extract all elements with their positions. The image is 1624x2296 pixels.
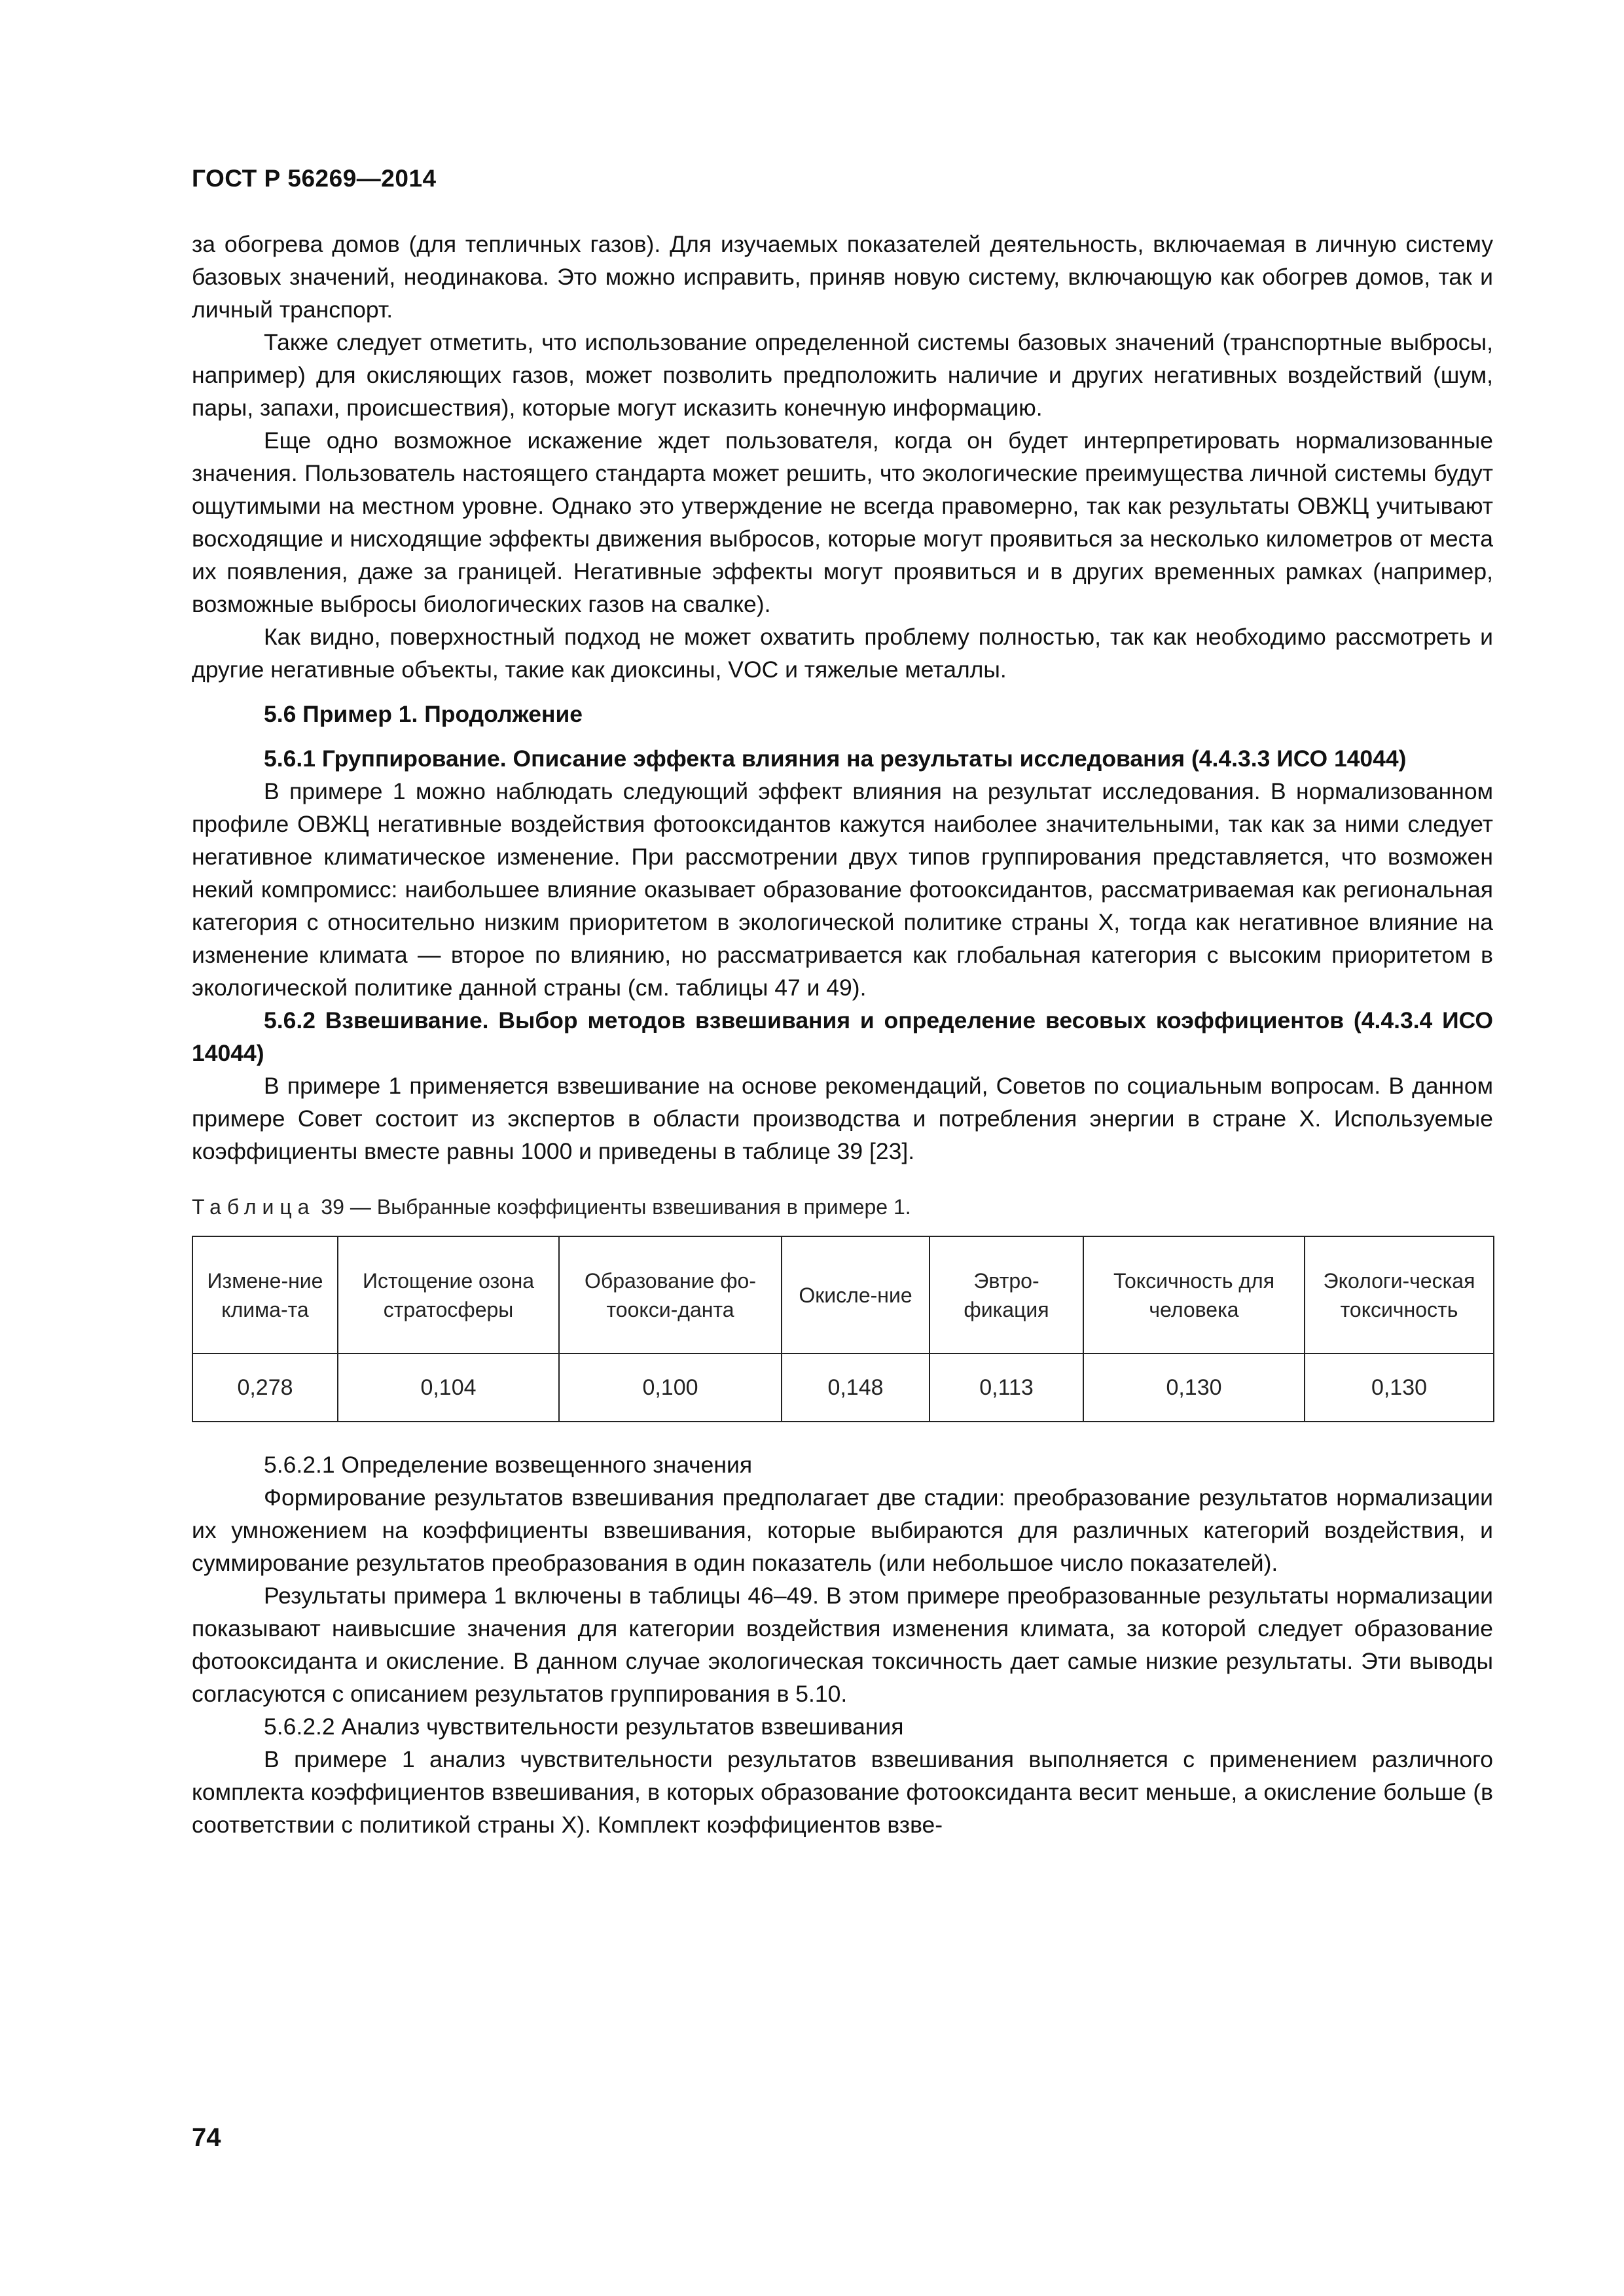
table-cell: 0,278 [192, 1354, 338, 1422]
subsection-heading-5-6-2-1: 5.6.2.1 Определение возвещенного значения [264, 1452, 753, 1478]
table-header-cell: Окисле-ние [782, 1236, 929, 1354]
table-cell: 0,148 [782, 1354, 929, 1422]
table-cell: 0,113 [929, 1354, 1083, 1422]
paragraph: В примере 1 анализ чувствительности результатов взвешивания выполняется с применением различного комплекта коэффициентов взвешивания, в которых образование фотооксиданта весит меньше, а окисление больше (в соответствии с политикой страны Х). Комплект коэффициентов взве- [192, 1746, 1493, 1838]
table-header-cell: Эвтро-фикация [929, 1236, 1083, 1354]
section-heading-5-6-1: 5.6.1 Группирование. Описание эффекта влияния на результаты исследования (4.4.3.3 ИСО 14044) [264, 745, 1407, 772]
table-cell: 0,104 [338, 1354, 559, 1422]
weighting-coefficients-table [192, 1236, 1494, 1422]
table-header-cell: Токсичность для человека [1083, 1236, 1305, 1354]
table-caption [192, 1193, 1493, 1221]
page-number: 74 [192, 2123, 221, 2152]
section-heading-5-6-2: 5.6.2 Взвешивание. Выбор методов взвешивания и определение весовых коэффициентов (4.4.3.4 ИСО 14044) [192, 1007, 1493, 1066]
paragraph: Формирование результатов взвешивания предполагает две стадии: преобразование результатов нормализации их умножением на коэффициенты взвешивания, которые выбираются для различных категорий воздействия, и суммирование результатов преобразования в один показатель (или небольшое число показателей). [192, 1484, 1493, 1576]
table-header-cell: Экологи-ческая токсичность [1305, 1236, 1494, 1354]
paragraph: за обогрева домов (для тепличных газов). Для изучаемых показателей деятельность, включаемая в личную систему базовых значений, неодинакова. Это можно исправить, приняв новую систему, включающую как обогрев домов, так и личный транспорт. [192, 231, 1493, 323]
paragraph: Также следует отметить, что использование определенной системы базовых значений (транспортные выбросы, например) для окисляющих газов, может позволить предположить наличие и других негативных воздействий (шум, пары, запахи, происшествия), которые могут исказить конечную информацию. [192, 329, 1493, 421]
paragraph: В примере 1 применяется взвешивание на основе рекомендаций, Советов по социальным вопросам. В данном примере Совет состоит из экспертов в области производства и потребления энергии в стране Х. Используемые коэффициенты вместе равны 1000 и приведены в таблице 39 [23]. [192, 1073, 1493, 1164]
table-header-cell: Образование фо-тоокси-данта [559, 1236, 782, 1354]
table-caption-text: 39 — Выбранные коэффициенты взвешивания в примере 1. [321, 1195, 911, 1219]
table-cell: 0,130 [1305, 1354, 1494, 1422]
table-header-row [192, 1236, 1494, 1354]
paragraph: В примере 1 можно наблюдать следующий эффект влияния на результат исследования. В нормализованном профиле ОВЖЦ негативные воздействия фотооксидантов кажутся наиболее значительными, так как за ними следует негативное климатическое изменение. При рассмотрении двух типов группирования представляется, что возможен некий компромисс: наибольшее влияние оказывает образование фотооксидантов, рассматриваемая как региональная категория с относительно низким приоритетом в экологической политике страны Х, тогда как негативное влияние на изменение климата — второе по влиянию, но рассматривается как глобальная категория с высоким приоритетом в экологической политике данной страны (см. таблицы 47 и 49). [192, 778, 1493, 1001]
document-header: ГОСТ Р 56269—2014 [192, 165, 437, 192]
paragraph: Как видно, поверхностный подход не может охватить проблему полностью, так как необходимо рассмотреть и другие негативные объекты, такие как диоксины, VOC и тяжелые металлы. [192, 624, 1493, 683]
table-caption-label: Таблица [192, 1195, 316, 1219]
table-cell: 0,130 [1083, 1354, 1305, 1422]
table-row [192, 1354, 1494, 1422]
section-heading-5-6: 5.6 Пример 1. Продолжение [264, 701, 583, 727]
table-header-cell: Истощение озона стратосферы [338, 1236, 559, 1354]
paragraph: Результаты примера 1 включены в таблицы 46–49. В этом примере преобразованные результаты нормализации показывают наивысшие значения для категории воздействия изменения климата, за которой следует образование фотооксиданта и окисление. В данном случае экологическая токсичность дает самые низкие результаты. Эти выводы согласуются с описанием результатов группирования в 5.10. [192, 1583, 1493, 1707]
subsection-heading-5-6-2-2: 5.6.2.2 Анализ чувствительности результатов взвешивания [264, 1713, 904, 1740]
table-cell: 0,100 [559, 1354, 782, 1422]
document-body [192, 228, 1493, 1841]
paragraph: Еще одно возможное искажение ждет пользователя, когда он будет интерпретировать нормализованные значения. Пользователь настоящего стандарта может решить, что экологические преимущества личной системы будут ощутимыми на местном уровне. Однако это утверждение не всегда правомерно, так как результаты ОВЖЦ учитывают восходящие и нисходящие эффекты движения выбросов, которые могут проявиться за несколько километров от места их появления, даже за границей. Негативные эффекты могут проявиться и в других временных рамках (например, возможные выбросы биологических газов на свалке). [192, 427, 1493, 617]
table-header-cell: Измене-ние клима-та [192, 1236, 338, 1354]
